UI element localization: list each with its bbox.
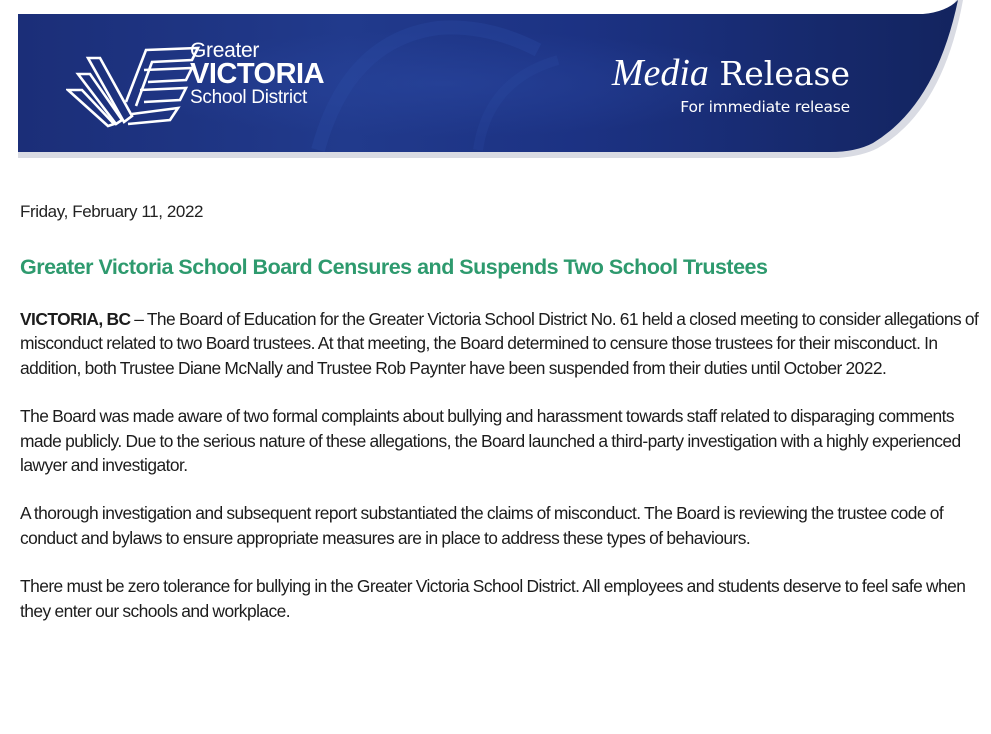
media-release-title — [612, 54, 850, 92]
media-release-banner — [18, 0, 963, 160]
logo-line-victoria: VICTORIA — [190, 58, 325, 90]
paragraph-3: A thorough investigation and subsequent report substantiated the claims of misconduct. The Board is reviewing the trustee code of conduct and bylaws to ensure appropriate measures are in place to address these types of behaviours. — [20, 503, 944, 548]
release-body — [20, 202, 980, 623]
release-subtitle: For immediate release — [680, 98, 850, 116]
release-date: Friday, February 11, 2022 — [20, 202, 204, 221]
logo-line-greater: Greater — [190, 39, 260, 62]
release-headline: Greater Victoria School Board Censures and Suspends Two School Trustees — [20, 255, 768, 279]
paragraph-4: There must be zero tolerance for bullying in the Greater Victoria School District. All employees and students deserve to feel safe when they enter our schools and workplace. — [20, 576, 966, 621]
district-logo-text — [190, 40, 324, 107]
media-release-title-rest: Release — [708, 54, 850, 93]
media-release-heading — [612, 54, 850, 116]
gvsd-chevron-logo-icon — [66, 44, 201, 128]
dateline: VICTORIA, BC — [20, 309, 131, 329]
paragraph-1-text: – The Board of Education for the Greater Victoria School District No. 61 held a closed meeting to consider allegations of misconduct related to two Board trustees. At that meeting, the Board determined to censure those trustees for their misconduct. In addition, both Trustee Diane McNally and Trustee Rob Paynter have been suspended from their duties until October 2022. — [20, 309, 979, 378]
media-release-title-italic: Media — [611, 52, 709, 94]
paragraph-2: The Board was made aware of two formal complaints about bullying and harassment towards staff related to disparaging comments made publicly. Due to the serious nature of these allegations, the Board launched a third-party investigation with a highly experienced lawyer and investigator. — [20, 406, 961, 476]
paragraph-1 — [20, 307, 980, 380]
logo-line-school-district: School District — [190, 87, 307, 108]
